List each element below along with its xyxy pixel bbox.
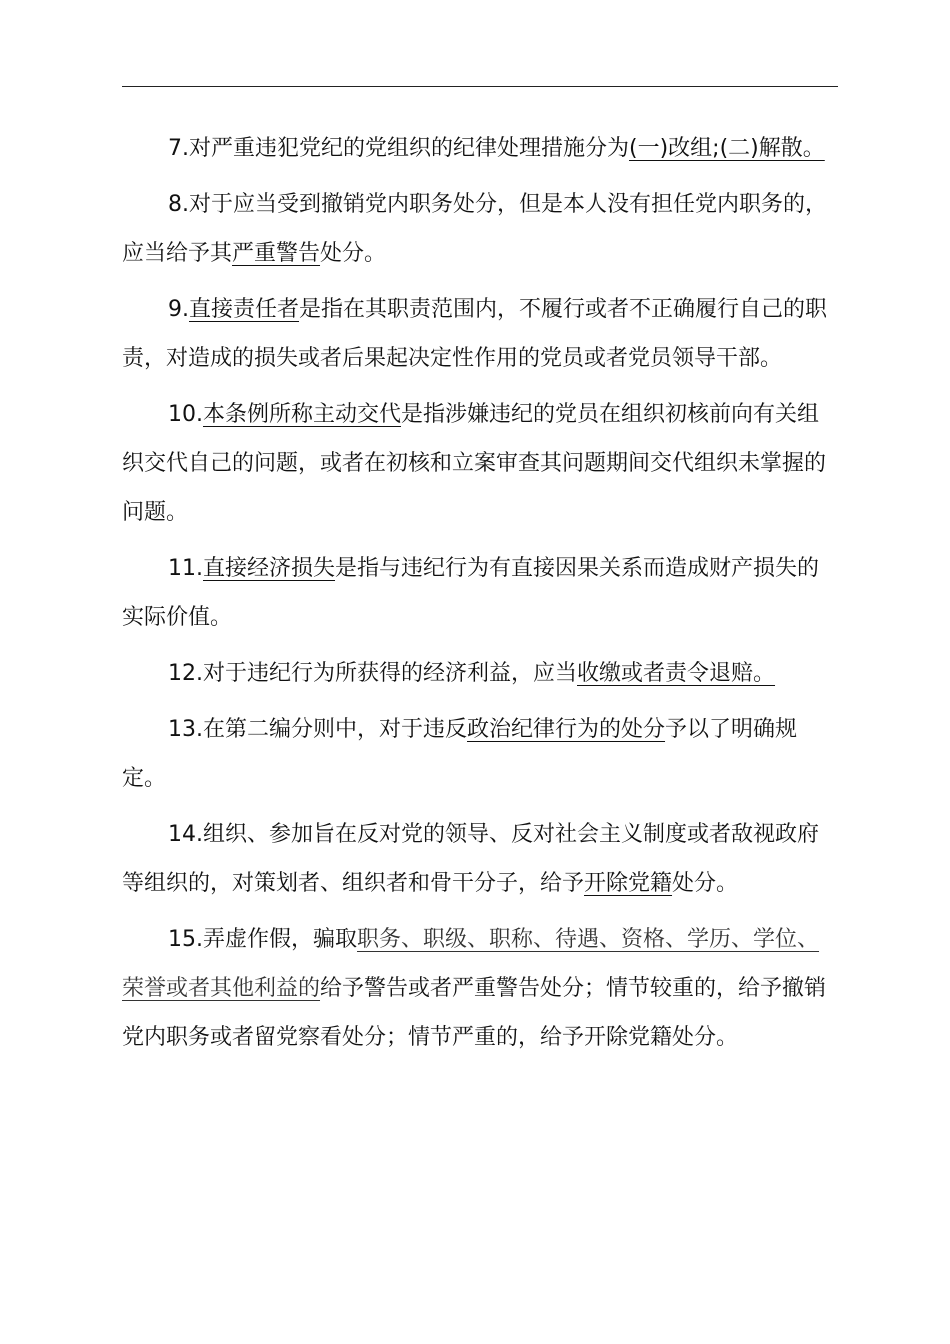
- item-9: [122, 285, 838, 383]
- item-13: [122, 705, 838, 803]
- item-answer: 开除党籍: [584, 871, 673, 896]
- item-answer: 职务、职级、职称、待遇、资格、学历、学位、荣誉或者其他利益的: [122, 927, 820, 1001]
- item-answer: 本条例所称主动交代: [203, 402, 402, 427]
- item-number: 11.: [168, 556, 203, 581]
- item-text-after: 是指与违纪行为有直接因果关系而造成财产损失的实际价值。: [122, 556, 820, 630]
- item-number: 9.: [168, 297, 189, 322]
- item-answer: 严重警告: [232, 241, 321, 266]
- item-number: 12.: [168, 661, 203, 686]
- item-text: 在第二编分则中，对于违反: [203, 717, 468, 742]
- item-answer: (一)改组;(二)解散。: [629, 136, 825, 161]
- item-14: [122, 810, 838, 908]
- item-number: 10.: [168, 402, 203, 427]
- item-text: 对于应当受到撤销党内职务处分，但是本人没有担任党内职务的，应当给予其: [122, 192, 828, 266]
- item-text-after: 处分。: [320, 241, 387, 266]
- item-number: 7.: [168, 136, 189, 161]
- item-text-after: 是指在其职责范围内，不履行或者不正确履行自己的职责，对造成的损失或者后果起决定性作用的党员或者党员领导干部。: [122, 297, 828, 371]
- item-text: 弄虚作假，骗取: [203, 927, 358, 952]
- item-12: [122, 649, 838, 698]
- item-8: [122, 180, 838, 278]
- header-rule: [122, 86, 838, 87]
- item-text-after: 予以了明确规定。: [122, 717, 798, 791]
- item-number: 8.: [168, 192, 189, 217]
- item-number: 13.: [168, 717, 203, 742]
- item-answer: 政治纪律行为的处分: [467, 717, 666, 742]
- item-7: [122, 124, 838, 173]
- item-answer: 直接经济损失: [203, 556, 336, 581]
- item-text-after: 处分。: [672, 871, 739, 896]
- document-body: [122, 124, 838, 1069]
- item-number: 15.: [168, 927, 203, 952]
- item-11: [122, 544, 838, 642]
- item-text: 对严重违犯党纪的党组织的纪律处理措施分为: [189, 136, 630, 161]
- item-number: 14.: [168, 822, 203, 847]
- item-text: 组织、参加旨在反对党的领导、反对社会主义制度或者敌视政府等组织的，对策划者、组织者和骨干分子，给予: [122, 822, 820, 896]
- item-text-after: 给予警告或者严重警告处分；情节较重的，给予撤销党内职务或者留党察看处分；情节严重的，给予开除党籍处分。: [122, 976, 827, 1050]
- item-text-after: 是指涉嫌违纪的党员在组织初核前向有关组织交代自己的问题，或者在初核和立案审查其问题期间交代组织未掌握的问题。: [122, 402, 827, 525]
- item-15: [122, 915, 838, 1062]
- item-text: 对于违纪行为所获得的经济利益，应当: [203, 661, 578, 686]
- item-answer: 直接责任者: [189, 297, 300, 322]
- item-answer: 收缴或者责令退赔。: [577, 661, 776, 686]
- item-10: [122, 390, 838, 537]
